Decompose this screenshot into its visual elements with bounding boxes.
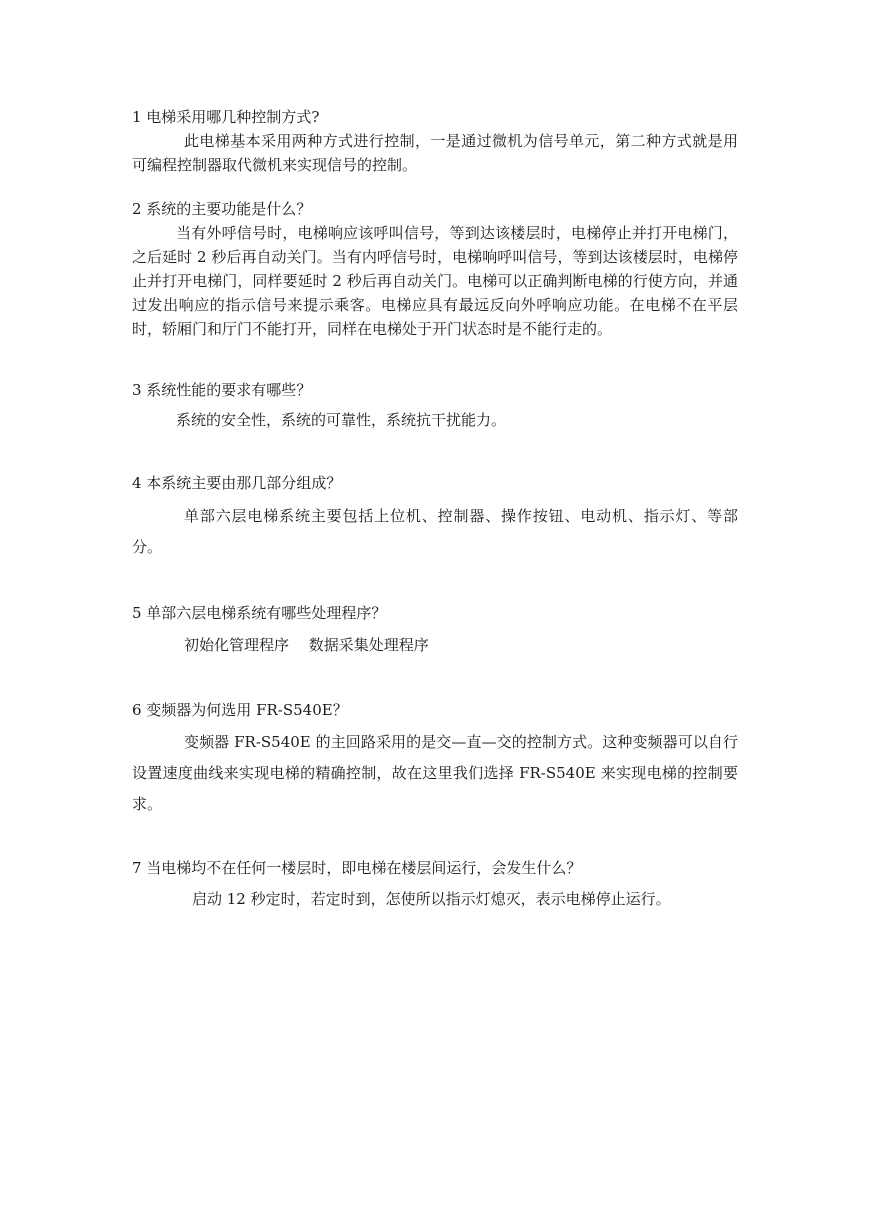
answer-3: 系统的安全性，系统的可靠性，系统抗干扰能力。 <box>176 411 507 429</box>
question-4: 4 本系统主要由那几部分组成？ <box>132 474 342 492</box>
question-2: 2 系统的主要功能是什么？ <box>132 200 312 218</box>
question-3: 3 系统性能的要求有哪些？ <box>132 381 312 399</box>
answer-5: 初始化管理程序 数据采集处理程序 <box>184 636 429 654</box>
answer-4: 单部六层电梯系统主要包括上位机、控制器、操作按钮、电动机、指示灯、等部分。 <box>132 507 738 556</box>
answer-7: 启动 12 秒定时，若定时到，怎使所以指示灯熄灭，表示电梯停止运行。 <box>192 890 671 908</box>
answer-2: 当有外呼信号时，电梯响应该呼叫信号，等到达该楼层时，电梯停止并打开电梯门，之后延时 2 秒后再自动关门。当有内呼信号时，电梯响呼叫信号，等到达该楼层时，电梯停止并打开电梯门，同样要延时 2 秒后再自动关门。电梯可以正确判断电梯的行使方向，并通过发出响应的指示信号来提示乘客。电梯应具有最远反向外呼响应功能。在电梯不在平层时，轿厢门和厅门不能打开，同样在电梯处于开门状态时是不能行走的。 <box>132 224 738 338</box>
question-7: 7 当电梯均不在任何一楼层时，即电梯在楼层间运行，会发生什么？ <box>132 859 582 877</box>
answer-1: 此电梯基本采用两种方式进行控制，一是通过微机为信号单元，第二种方式就是用可编程控制器取代微机来实现信号的控制。 <box>132 132 738 174</box>
question-6: 6 变频器为何选用 FR-S540E？ <box>132 701 348 719</box>
answer-6: 变频器 FR-S540E 的主回路采用的是交—直—交的控制方式。这种变频器可以自行设置速度曲线来实现电梯的精确控制，故在这里我们选择 FR-S540E 来实现电梯的控制要求。 <box>132 733 738 813</box>
question-1: 1 电梯采用哪几种控制方式? <box>132 108 320 126</box>
question-5: 5 单部六层电梯系统有哪些处理程序？ <box>132 604 387 622</box>
